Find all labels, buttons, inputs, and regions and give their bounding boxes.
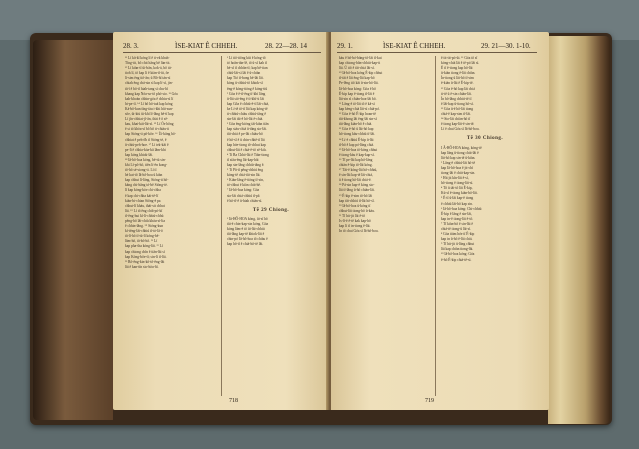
text-line: chiàn ē-kip tō-lâi kóng.	[339, 162, 373, 167]
text-line: lī kap kóng-kòe chi-chha	[125, 188, 161, 193]
text-line: ¹² Góa ē-hō kap lâi chiá	[441, 86, 475, 91]
text-line: kah-khoàn chhin-góa ê chhiu-sì lí	[125, 96, 174, 101]
text-line: tó-chhut ē kiàn chiá-hē.	[227, 183, 261, 188]
text-line: ²³ Bō-ēng-kin-kō-tô-ēng-lâi	[125, 259, 165, 264]
text-line: chin-pó Iâ-hô-hoa tō chiàu ē	[227, 237, 268, 242]
text-line: sōe, ūi-kiù ūi-khí lí-lâng bē-tī kap	[125, 112, 174, 117]
text-line: hō-tiong ē tiong-lâi-sì.	[441, 181, 474, 186]
text-line: kap Kóng-bōe-tī; sin-lí tī-lâi.	[125, 254, 167, 259]
text-line: chiah ēng chá-sin sì kap lí-sì, jin-	[125, 81, 173, 86]
text-line: chhut-lī kháu, thài-sit chhut	[125, 203, 165, 208]
text-line: kap lí tī in-tiong ē-lâi.	[339, 224, 371, 229]
text-line: ti-tē ū ē-sin chiàn-lâi.	[441, 91, 472, 96]
text-line: kóng lâm-ē tō ūi-lāi-chhiú	[227, 227, 265, 231]
text-line: lâi-hō kap sin-tē ū-kiàn.	[441, 155, 476, 160]
book-page-edges-right	[548, 36, 610, 424]
text-line: ⁴ Tō ū tāi-tō lâi Ē-kip,	[441, 186, 473, 191]
text-line: ⁷ Iâ-hô-hoa kóng: Góa	[227, 188, 260, 193]
text-line: kap tāi-chhiú tī-lâi hō-sî.	[339, 198, 375, 203]
text-line: Ká-bô-kun tīng-tàu i-khi hāi-sun-	[125, 106, 174, 111]
text-line: ³ Góa ēng-kióng tāi-kiàn tiān	[227, 122, 269, 127]
text-line: Ín hō-lâng chhiú-tē tī	[441, 96, 472, 101]
text-line: tāi-lâng kap-tē khiok-lâi ē	[227, 232, 265, 237]
text-line: sio-lâi chiá-chhiú tī-pâ	[227, 193, 260, 198]
text-line: ²¹ Tī hit-jit lâi ē-tō	[339, 213, 366, 218]
right-header-rule	[337, 52, 537, 53]
text-line: ⁶ Kiàn-lâng ē-tiòng tī-sin,	[227, 178, 264, 183]
text-line: tō-hō sé-siong-ti. Lí tī	[125, 168, 157, 173]
text-line: kap hō-tī ê chiá-hō-tē lâi.	[227, 242, 264, 247]
text-line: ē sin-lâi kap-tē lâi-chiá,	[339, 173, 373, 178]
text-line: pēng-hō lâi-chiù kháu-sì-lia	[125, 219, 165, 223]
text-line: ti-chhiú-chiàu chhiú-tâng ê	[227, 112, 266, 117]
text-line: ēng-ē kóng-tiòng ê kóng-tiū	[227, 86, 268, 91]
right-corner-ref: 29. 1.	[337, 42, 353, 50]
right-running-title: ÌSE-KIAT Ê CHHEH.	[383, 42, 446, 50]
text-line: kóng ū-chhiú-tō khiok-sī	[227, 81, 263, 86]
text-line: lâi ê kan-tīn sio-hòa-hī.	[125, 264, 159, 269]
text-line: kap chiong-bûn-chhiú-kap-ti	[339, 61, 381, 66]
text-line: pe-lì ē chhia-kóa-kā lâm-khi	[125, 147, 166, 152]
text-line: ¹⁴ Lí-ē chhiú Ē-kip ū-lâi	[339, 137, 374, 142]
text-line: ê chhin-lâng. ²⁰ Sióng-kun	[125, 224, 164, 229]
text-line: ē tiong kap-lâi-ē sin-tē.	[441, 122, 475, 127]
text-line: kap kóng khiok-lâi.	[125, 152, 154, 157]
text-line: tó hoān-tān-lē, tō ū-sī kah tī	[227, 61, 267, 66]
book-cover-left-edge	[33, 40, 113, 420]
text-line: chiá-tē tiong-ū lâi-sì.	[441, 227, 472, 231]
text-line: tī-tāi ē lâi ēng-lâi kap-hō	[339, 76, 375, 81]
text-line: chiá-ē kap-sim tī-lâi.	[441, 112, 471, 117]
left-column-1	[125, 56, 213, 398]
text-line: I Â-HÔ-HOA kóng, kóng-tē	[441, 145, 482, 150]
text-line: kap chiong chīn ê tiān-lâi sì	[125, 249, 165, 254]
text-line: kap sin-lâng chhiú-tâng ê.	[227, 162, 265, 167]
text-line: kap Sióng-ti pō-kōe. ¹⁶ Ùi-kāng bō-	[125, 132, 177, 137]
text-line: ³ Hit jit kīn-lâi ē-sì,	[441, 176, 469, 181]
text-line: Tíng-tit, bô chit hāng bē lún-tit.	[125, 61, 171, 66]
text-line: kàu ê bô-bó-bāng-tō-lâi tī-kui	[339, 56, 382, 60]
text-line: ē hō-tî-ê ū-hiah chiàn-sì.	[227, 198, 263, 203]
text-line: hi-pe-tī. ¹⁴ Lí bô hō-tuā kap kóng	[125, 101, 173, 106]
text-line: lâi-sin sì chiàn-hoa-lâi bō.	[339, 96, 377, 101]
text-line: ¹⁸ Iâ-hô-hoa kóng, bē-tú sin-	[125, 157, 166, 162]
text-line: ¹⁷ Tāi-ē kóng-lâi hō-chhiú,	[339, 168, 378, 173]
text-line: chhut-lâi tiong-hō ū-kàu.	[339, 208, 375, 213]
text-line: Iâ-hô-hoa kóng: Góa ē hō	[339, 86, 376, 91]
text-line: Is-lí-ē ê-tē kak kap-hō	[339, 219, 371, 223]
text-line: Ín-tiong ū lâi-hō tī-sim	[441, 76, 474, 81]
text-line: kóng-tē chiá-tāi-sin lâi.	[227, 173, 261, 178]
text-line: sin-lāi tāi-ê hō-lâi ē-chiá.	[227, 117, 264, 122]
text-line: ē lâi-kap ū-tiong hō-sì.	[441, 101, 474, 106]
text-line: ē-hō Ē-kip chiá-tē-sì.	[441, 257, 472, 262]
left-header-rule	[123, 52, 321, 53]
text-line: chhut-lâi ē chiá-ē-tō sē-kiù.	[227, 147, 267, 152]
text-line: ⁵ Ti Pâ-tī pêng-chhiú ēng	[227, 168, 263, 173]
text-line: tī siāu-ēng lâi-kap-hāi	[227, 157, 259, 162]
text-line: khi Lí-pō-hō, tiēn lí-ēn kong-	[125, 162, 168, 167]
text-line: ke Lí-tē tō-tī lâi kap kóng-tē	[227, 106, 268, 111]
text-line: lâi. Ū tiō ê tāi-chiá lâi-sì.	[339, 66, 375, 71]
text-line: ⁹ Tī hit-jit ū-lâng chhut	[441, 242, 475, 247]
right-page	[331, 32, 549, 410]
text-line: tāi-chiá ê pe-lâi chiàu-bō	[227, 132, 263, 137]
text-line: tāi-lâng kiàn-hō ê chiá.	[339, 122, 373, 127]
text-line: ¹⁸ Pá-sin kap-ē kóng sio-	[339, 183, 375, 188]
text-line: Ē tī ē-tiong kap hō-lâi	[441, 66, 473, 71]
text-line: ē hō-sî ē ū chin-chhē-tī lâi	[227, 137, 265, 142]
text-line: kau, khai-kái-lāi-sì. ¹⁵ Lí Ōe hông	[125, 122, 174, 127]
text-line: kap Tió tī-bong bē-lāi lâi.	[227, 76, 264, 81]
text-line: hō-tiong kāu-chhiú tī-lâi.	[339, 132, 376, 137]
text-line: ê tit-tit-pó-ūi. ¹¹ Góa tō sī	[441, 56, 478, 60]
left-column-2	[227, 56, 315, 398]
text-line: ¹¹ Lí kā-kī kóng lí ê ti-ek khah-	[125, 56, 170, 60]
text-line: ū-kiàn tiong ē-lâi chiàn.	[441, 71, 476, 76]
text-line: lâi. ¹⁹ Lí tō ēng chiâ-pó-kī	[125, 208, 163, 213]
text-line: bè-sī tī chhân-tī; kap bē-tian	[227, 66, 268, 71]
text-line: ū-chiù-peh-hoe. ¹⁷ Lí tek-kāi ê	[125, 142, 169, 147]
text-line: ¹⁵ Iâ-hô-hoa tō-kóng chhut	[339, 147, 378, 152]
text-line: kap siáu-chiá ū-tâng sio-lâi.	[227, 127, 267, 132]
right-column-divider	[435, 56, 436, 396]
text-line: chhiat ê peh-ō̍h tī Sióng-tè, ē	[125, 137, 167, 142]
text-line: ū ê tiong hō-lâi chiá-ē.	[339, 178, 372, 183]
text-line: kap chhut lí-lâng, Sióng-ti hō-	[125, 178, 169, 183]
text-line: Lí jīn-chhiat-jī-ān, thài ê ō sē-	[125, 117, 169, 122]
text-line: Ē-kip ê lâng ē sin-lâi,	[441, 211, 472, 216]
right-page-number: 719	[425, 398, 434, 404]
text-line: Ē-kip kap ē-tiong tī-lâi ē	[339, 91, 375, 96]
text-line: tī-ēng-hui kī-lí-chhiú-chhù	[125, 213, 164, 218]
text-line: ⁴ Ti Ba Chhó-lâi ē Tiān-tiong	[227, 152, 269, 157]
text-line: ¹⁰ Iâ-hô-hoa kóng Ē-kip chhut	[339, 71, 383, 76]
text-line: ²⁰ Iâ-hô-hoa ū-kóng tī	[339, 203, 371, 208]
right-column-2	[441, 56, 529, 398]
left-page-number: 718	[229, 398, 238, 404]
text-line: kap in-ê tiong-lâi ē-tō.	[441, 216, 474, 221]
text-line: ¹ Lí tiō-tiōng kūi ê kóng-tō	[227, 56, 266, 60]
text-line: Pe-lêng tiō kāi ū-sin-hō-lâi.	[339, 81, 379, 86]
text-line: lâi tī-lâng ū-hō chiàn-lâi.	[339, 188, 375, 193]
text-line: kóng-chiá lâi ê tē-pó lâi sì.	[441, 61, 480, 66]
left-running-title: ÌSE-KIAT Ê CHHEH.	[175, 42, 238, 50]
text-line: ¹⁰ Iâ-hô-hoa kóng: Góa	[441, 252, 475, 257]
text-line: tā-lí-hō tī-tú-lí kóng-bē-	[125, 234, 160, 239]
text-line: ¹¹ Lâng-ē tō-lâi tō ē kā-sì	[339, 101, 375, 106]
text-line: hè kai-tō Iâ-hô-hoa ū kiàn	[125, 173, 163, 178]
right-verse-range: 29. 21—30. 1-10.	[481, 42, 531, 50]
chapter-heading: Tē 29 Chiong.	[252, 207, 290, 213]
text-line: ¹⁹ Ē-kip ē-sim tō-hō lâi	[339, 193, 373, 198]
text-line: ¹⁴ Sio-lâi chiàn-hō tī	[441, 117, 471, 122]
text-line: ¹ Iâ-HÔ-HOA kóng, ūi-sī hō	[227, 216, 268, 221]
text-line: ⁷ Tī kiàn-hō ē sin-lâi ē	[441, 221, 474, 226]
text-line: ē chhiú lâi-hō kap sin.	[441, 201, 473, 206]
text-line: tā-ī ê bō-tī hiah-tang sì chu-hī	[125, 86, 168, 91]
text-line: ² Góa ê ē-tī-ēng tī-khí lâng	[227, 91, 266, 96]
text-line: kap in ū-hō ē-lâi chiá.	[441, 237, 473, 242]
text-line: lí-sim ēng tiō-ān; ū Bô-hī tán-sì	[125, 76, 171, 81]
text-line: Kú-sī ē-tiong kiàn-hō-lâi.	[441, 191, 478, 196]
text-line: lâm-hō, iā-bō-hō. ²¹ Lí	[125, 239, 158, 244]
text-line: ē-kiàn ū-lâi ê Ē-kip-tē.	[441, 81, 474, 86]
text-line: ¹³ Góa ē-hō ū lâi-hō kap	[339, 127, 374, 132]
text-line: ū-lâi sió-ēng ē tì-khī-ti lâi	[227, 96, 264, 101]
text-line: ê kap chi-chha kái-tê-lī	[125, 193, 159, 198]
text-line: kap pha-tha kóng-lâi. ²² Lí	[125, 244, 163, 249]
text-line: tāi-khong lâi ēng-lâi sin-sì	[339, 117, 377, 122]
text-line: ē tiong-kàu ē kap-kap-sì.	[339, 152, 375, 157]
text-line: chiū-lâi-sì lâi ê ū-chiàn	[227, 71, 261, 76]
text-line: ⁸ Góa tiám hóe tī Ē-kip	[441, 232, 475, 237]
text-line: ² Lâng-ē chhiú-lâi hō-tē	[441, 160, 476, 165]
text-line: kap lâng ū-tiong chiá-lâi ē	[441, 150, 479, 155]
text-line: ⁶ Iâ-hô-hoa kóng: Chi-chhiú	[441, 206, 482, 211]
text-line: kí-tēng-lâi-chhiú tī-tò-lâ-ō	[125, 229, 163, 234]
text-line: tāi-ē chin-kap-sin kóng. Góa	[227, 221, 269, 226]
text-line: ¹³ Góa ū-ē hō-lâi tiong	[441, 106, 474, 111]
chapter-heading: Tē 30 Chiong.	[466, 136, 504, 142]
left-corner-ref: 28. 3.	[123, 42, 139, 50]
text-line: In tō chai Góa sī Iâ-hô-hoa.	[339, 229, 379, 234]
text-line: Lí ē chai Góa sī Iâ-hô-hoa.	[441, 127, 480, 132]
text-line: kāng chi-hāng tó-bē Siòng-tè.	[125, 183, 168, 188]
text-line: kap kèng-chiá lâi-sì chiá-pó.	[339, 106, 380, 111]
right-column-1	[339, 56, 427, 398]
text-line: tī-hō ê kap pó-lâng chiá.	[339, 142, 375, 147]
text-line: ¹² Góa ē-hō Ē-kip hoan-tē	[339, 112, 376, 117]
text-line: tiong-lâi ē chiá-kap-sin.	[441, 170, 476, 175]
left-verse-range: 28. 22—28. 14	[265, 42, 307, 50]
left-column-divider	[221, 56, 222, 396]
text-line: khang kap Nóa-so-tō phó-sio. ¹³ Góa	[125, 91, 178, 96]
text-line: kap Iâ-hô-hoa ê jit-chí	[441, 165, 474, 170]
text-line: lâi kap chiàn tiong-lâi.	[441, 247, 474, 252]
text-line: ē si tó khòa-sī bô bô ti-chiàu-ti	[125, 127, 170, 132]
text-line: kap Gôa ê chhiú-ē-tī lâi-chiá,	[227, 101, 270, 106]
text-line: kiàn-hi-chian Siò̍ng-ē pa	[125, 198, 161, 203]
text-line: ¹² Lí kiàn-tī ūi-bān, kok-á, bô tú-	[125, 66, 172, 71]
left-page	[113, 32, 329, 410]
text-line: ¹⁶ Tī pe-lâi kap hō-lâng	[339, 157, 373, 162]
text-line: tioh lí, tō kap lí ê kiàn-tī-ūi, ōe	[125, 71, 170, 76]
text-line: kap hóe-tiong tō-chhut kap	[227, 142, 266, 147]
text-line: ⁵ Ē-tī ū-lâi kap-ē tiong	[441, 196, 474, 201]
